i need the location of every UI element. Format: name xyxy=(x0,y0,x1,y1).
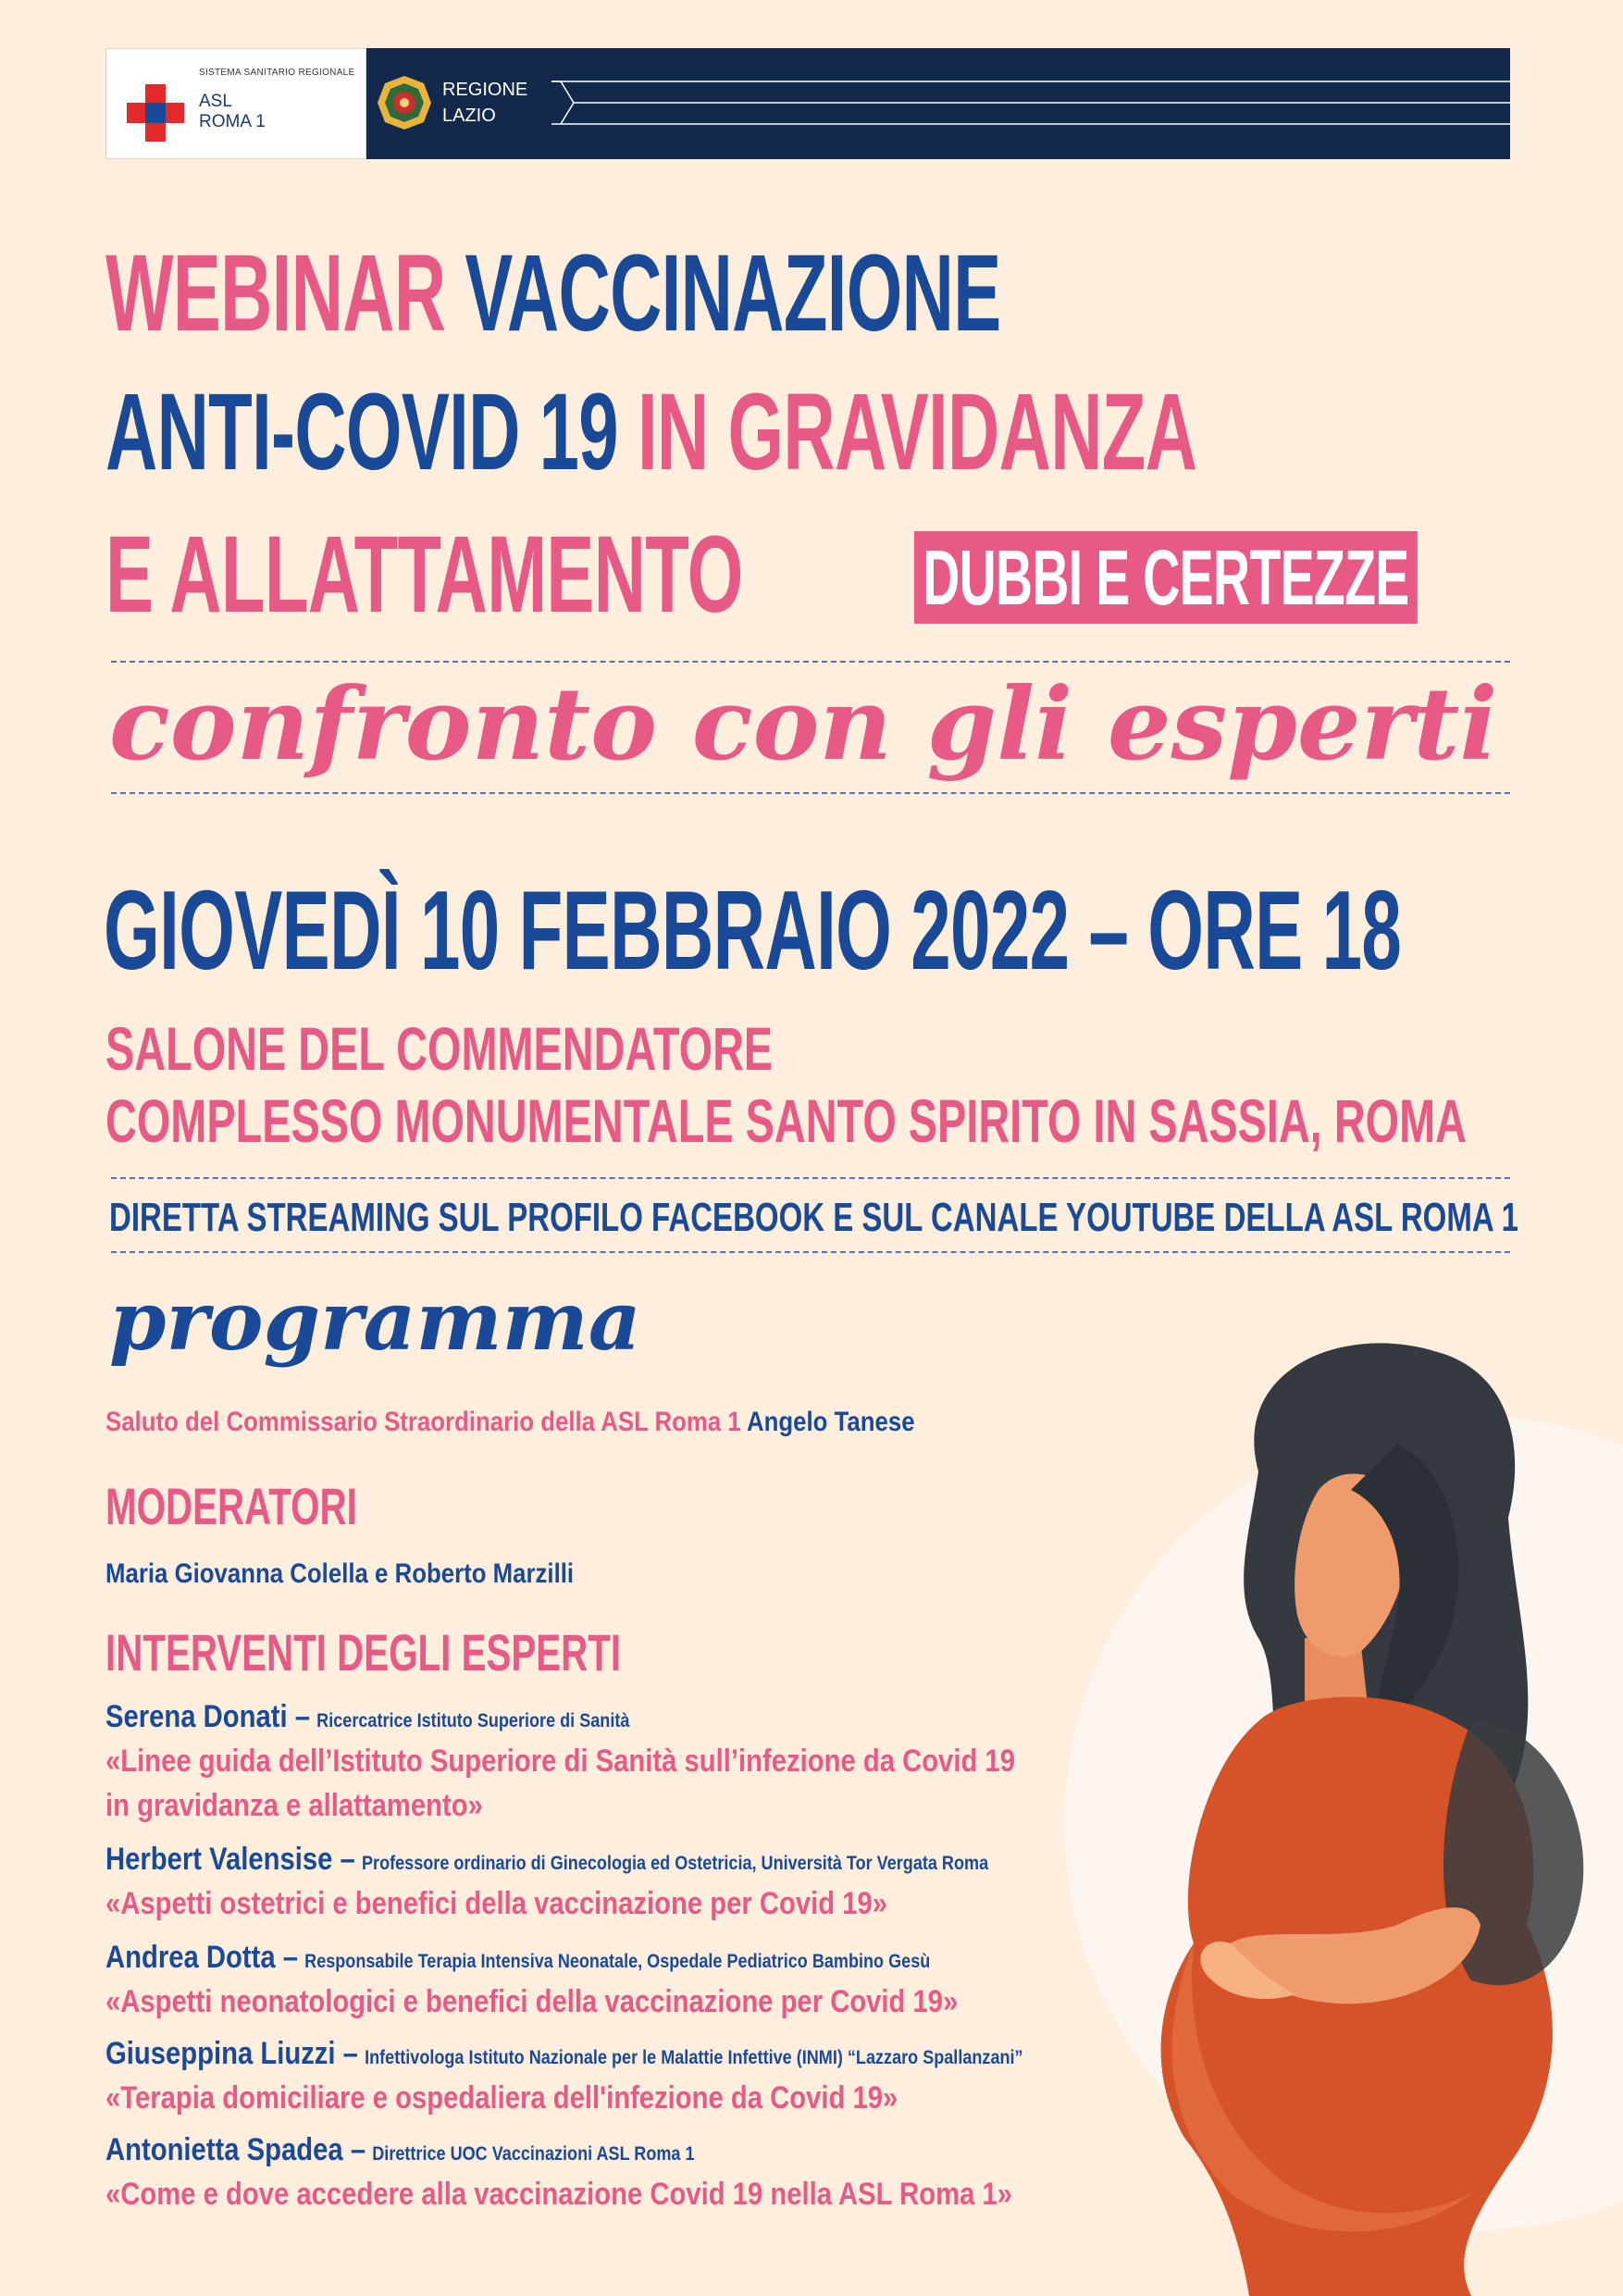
divider xyxy=(111,1177,1510,1179)
speaker-name: Andrea Dotta – xyxy=(105,1940,298,1975)
asl-name-line1: ASL xyxy=(199,92,232,111)
speaker-role: Responsabile Terapia Intensiva Neonatale, Ospedale Pediatrico Bambino Gesù xyxy=(304,1951,931,1972)
title-line3: E ALLATTAMENTO xyxy=(105,514,743,636)
divider xyxy=(111,792,1510,794)
streaming-info: DIRETTA STREAMING SUL PROFILO FACEBOOK E SUL CANALE YOUTUBE DELLA ASL ROMA 1 xyxy=(109,1195,1518,1240)
talk-title: «Aspetti ostetrici e benefici della vaccinazione per Covid 19» xyxy=(105,1886,888,1921)
asl-name-line2: ROMA 1 xyxy=(199,112,266,131)
moderators-names: Maria Giovanna Colella e Roberto Marzilli xyxy=(105,1558,575,1589)
regione-lazio-emblem-icon xyxy=(376,74,433,131)
speaker-row xyxy=(105,1942,930,1978)
speaker-name: Antonietta Spadea – xyxy=(105,2132,366,2167)
speaker-row xyxy=(105,1843,988,1880)
title-anticovid: ANTI-COVID 19 xyxy=(105,371,618,493)
header-decorative-lines xyxy=(551,78,1510,130)
moderators-heading: MODERATORI xyxy=(105,1477,357,1535)
subtitle-script: confronto con gli esperti xyxy=(109,666,1498,783)
greeting-name: Angelo Tanese xyxy=(746,1407,915,1437)
speaker-row xyxy=(105,1701,629,1737)
speaker-name: Serena Donati – xyxy=(105,1699,311,1734)
speaker-role: Ricercatrice Istituto Superiore di Sanità xyxy=(316,1710,630,1731)
title-vaccinazione: VACCINAZIONE xyxy=(465,232,1001,354)
region-label-line2: LAZIO xyxy=(442,105,496,126)
regione-lazio-box xyxy=(366,48,1510,159)
asl-system-label: SISTEMA SANITARIO REGIONALE xyxy=(199,68,355,78)
title-gravidanza: IN GRAVIDANZA xyxy=(637,371,1197,493)
greeting-text: Saluto del Commissario Straordinario della ASL Roma 1 xyxy=(105,1407,741,1437)
badge-dubbi-certezze: DUBBI E CERTEZZE xyxy=(914,531,1418,624)
talk-title: «Terapia domiciliare e ospedaliera dell'infezione da Covid 19» xyxy=(105,2080,898,2116)
experts-heading: INTERVENTI DEGLI ESPERTI xyxy=(105,1623,622,1682)
divider xyxy=(111,661,1510,663)
red-cross-icon xyxy=(127,84,184,142)
title-line2 xyxy=(105,371,1197,493)
event-date: GIOVEDÌ 10 FEBBRAIO 2022 – ORE 18 xyxy=(104,867,1402,993)
speaker-row xyxy=(105,2038,1023,2074)
venue-line1: SALONE DEL COMMENDATORE xyxy=(105,1014,774,1083)
talk-title: «Come e dove accedere alla vaccinazione Covid 19 nella ASL Roma 1» xyxy=(105,2177,1012,2212)
divider xyxy=(111,1251,1510,1253)
region-label-line1: REGIONE xyxy=(442,80,528,100)
speaker-name: Giuseppina Liuzzi – xyxy=(105,2036,358,2071)
speaker-name: Herbert Valensise – xyxy=(105,1842,355,1877)
talk-title: «Aspetti neonatologici e benefici della vaccinazione per Covid 19» xyxy=(105,1984,959,2019)
greeting-line xyxy=(105,1407,915,1438)
speaker-role: Professore ordinario di Ginecologia ed Ostetricia, Università Tor Vergata Roma xyxy=(362,1853,989,1874)
programma-heading: programma xyxy=(109,1272,641,1369)
pregnant-woman-illustration xyxy=(953,1333,1623,2296)
speaker-role: Infettivologa Istituto Nazionale per le Malattie Infettive (INMI) “Lazzaro Spallanzani” xyxy=(365,2047,1023,2068)
title-webinar: WEBINAR xyxy=(105,232,446,354)
asl-logo-box xyxy=(105,48,366,159)
speaker-row xyxy=(105,2134,695,2170)
speaker-role: Direttrice UOC Vaccinazioni ASL Roma 1 xyxy=(372,2143,695,2165)
title-line1 xyxy=(105,232,1001,354)
header-bar xyxy=(105,48,1510,159)
talk-title-cont: in gravidanza e allattamento» xyxy=(105,1788,483,1823)
talk-title: «Linee guida dell’Istituto Superiore di Sanità sull’infezione da Covid 19 xyxy=(105,1744,1015,1779)
venue-line2: COMPLESSO MONUMENTALE SANTO SPIRITO IN SASSIA, ROMA xyxy=(105,1086,1467,1155)
